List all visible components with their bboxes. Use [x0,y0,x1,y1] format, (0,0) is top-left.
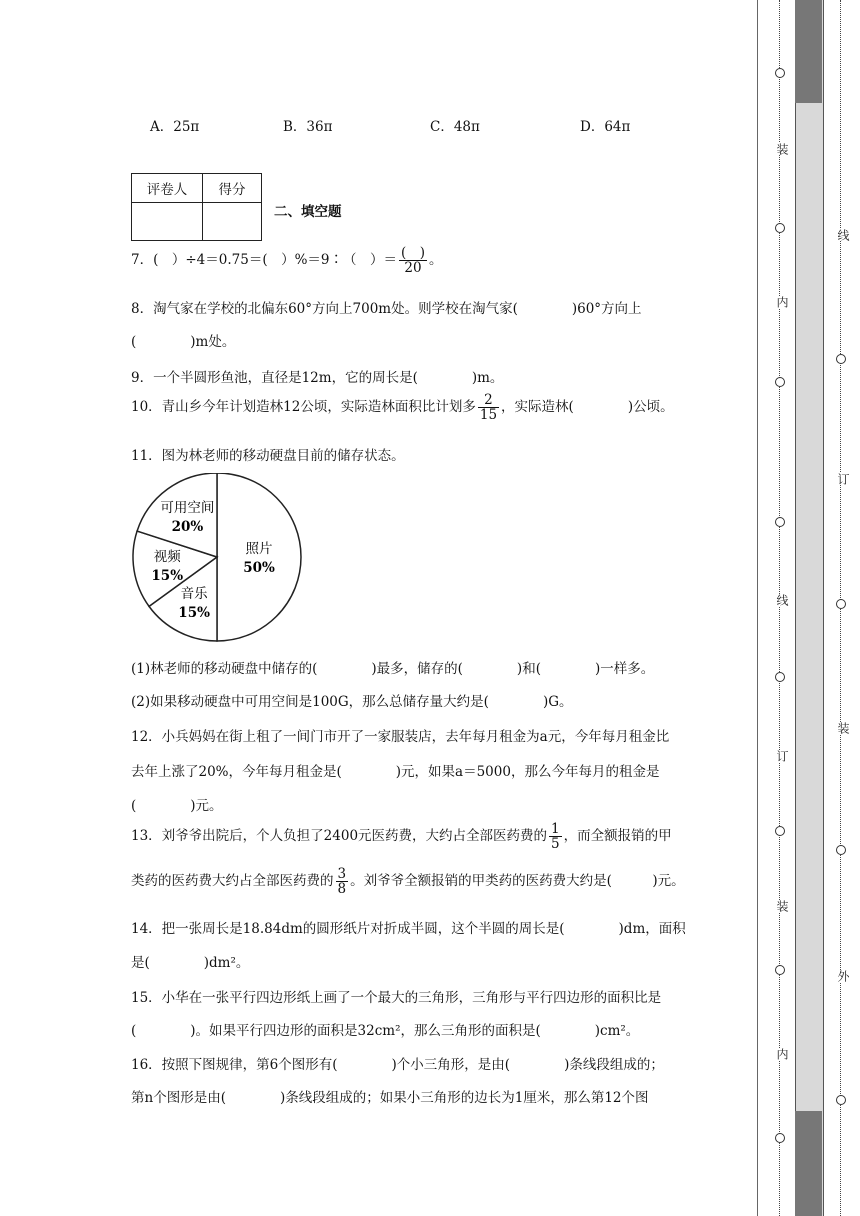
question-11-part2: (2)如果移动硬盘中可用空间是100G，那么总储存量大约是( )G。 [131,694,573,710]
binding-label: 订 [836,473,850,485]
q7-end: 。 [429,252,443,269]
grader-header: 评卷人 [132,174,203,203]
q13-frac2-den: 8 [337,881,347,898]
binding-label: 外 [836,970,850,982]
q10-frac-den: 15 [479,407,498,424]
pie-label-1: 照片 [245,541,273,557]
question-8-line2: ( )m处。 [131,334,236,350]
question-13-line1 [131,822,672,851]
question-12-line1: 12．小兵妈妈在街上租了一间门市开了一家服装店，去年每月租金为a元，今年每月租金比 [131,729,670,745]
q7-frac-num: ( ) [401,245,426,261]
binding-label: 装 [775,143,789,155]
question-11-part1: (1)林老师的移动硬盘中储存的( )最多，储存的( )和( )一样多。 [131,661,655,677]
question-7 [131,246,443,275]
binding-label: 订 [775,750,789,762]
storage-pie-chart [128,473,308,648]
grader-cell[interactable] [132,203,203,241]
binding-label: 装 [775,900,789,912]
choice-d: D．64π [580,119,631,135]
question-14-line1: 14．把一张周长是18.84dm的圆形纸片对折成半圆，这个半圆的周长是( )dm，面积 [131,921,686,937]
binding-label: 线 [836,229,850,241]
choice-c: C．48π [430,119,480,135]
binding-label: 内 [775,1048,789,1060]
binding-circle [775,965,785,975]
q10-text: 10．青山乡今年计划造林12公顷，实际造林面积比计划多 [131,399,476,416]
q13-text-c: 类药的医药费大约占全部医药费的 [131,873,334,890]
q7-fraction [399,246,427,275]
pie-value-4: 20% [171,519,204,536]
q7-text: 7．( ）÷4＝0.75＝( ）%＝9∶（ ）＝ [131,252,397,269]
q13-fraction-1 [549,822,562,851]
pie-value-3: 15% [151,567,184,584]
q13-text-b: ，而全额报销的甲 [563,828,672,845]
binding-circle [775,377,785,387]
binding-circle [836,845,846,855]
q13-frac2-num: 3 [337,866,347,882]
q7-frac-den: 20 [404,260,422,277]
binding-circle [775,517,785,527]
binding-circle [775,826,785,836]
binding-circle [836,354,846,364]
pie-label-2: 音乐 [180,585,208,602]
question-15-line2: ( )。如果平行四边形的面积是32cm²，那么三角形的面积是( )cm²。 [131,1023,640,1039]
binding-circle [836,599,846,609]
choice-b: B．36π [283,119,333,135]
gray-band [795,0,824,1216]
q13-fraction-2 [336,867,349,896]
pie-label-4: 可用空间 [160,500,215,517]
binding-circle [775,672,785,682]
question-12-line2: 去年上涨了20%，今年每月租金是( )元，如果a＝5000，那么今年每月的租金是 [131,764,660,780]
q13-text-d: 。刘爷爷全额报销的甲类药的医药费大约是( )元。 [350,873,685,890]
question-9: 9．一个半圆形鱼池，直径是12m，它的周长是( )m。 [131,370,504,386]
q10-fraction [478,393,499,422]
choice-a: A．25π [150,119,200,135]
section-title: 二、填空题 [274,204,342,220]
gray-band-bottom-dark [795,1111,822,1216]
question-16-line1: 16．按照下图规律，第6个图形有( )个小三角形，是由( )条线段组成的； [131,1057,664,1073]
question-11: 11．图为林老师的移动硬盘目前的储存状态。 [131,448,405,464]
q13-frac1-num: 1 [551,821,560,837]
pie-value-1: 50% [243,560,275,576]
binding-circle [775,1133,785,1143]
q10-end: ，实际造林( )公顷。 [501,399,674,416]
binding-label: 线 [775,594,789,606]
question-16-line2: 第n个图形是由( )条线段组成的；如果小三角形的边长为1厘米，那么第12个图 [131,1090,649,1106]
binding-frame-line [757,0,758,1216]
pie-label-3: 视频 [153,548,181,565]
inner-dotted-line [779,0,780,1216]
question-12-line3: ( )元。 [131,798,223,814]
question-8-line1: 8．淘气家在学校的北偏东60°方向上700m处。则学校在淘气家( )60°方向上 [131,301,642,317]
binding-circle [775,68,785,78]
question-13-line2 [131,867,685,896]
binding-label: 内 [775,296,789,308]
pie-value-2: 15% [178,604,210,621]
q10-frac-num: 2 [478,393,499,408]
q13-text-a: 13．刘爷爷出院后，个人负担了2400元医药费，大约占全部医药费的 [131,828,548,845]
score-header: 得分 [203,174,262,203]
binding-circle [775,223,785,233]
q13-frac1-den: 5 [551,836,560,853]
pie-slice-1 [217,473,301,641]
question-14-line2: 是( )dm²。 [131,955,250,971]
question-15-line1: 15．小华在一张平行四边形纸上画了一个最大的三角形，三角形与平行四边形的面积比是 [131,990,662,1006]
binding-circle [836,1095,846,1105]
grader-table [131,173,262,241]
gray-band-top-dark [795,0,822,103]
score-cell[interactable] [203,203,262,241]
question-10 [131,393,674,422]
binding-label: 装 [836,722,850,734]
